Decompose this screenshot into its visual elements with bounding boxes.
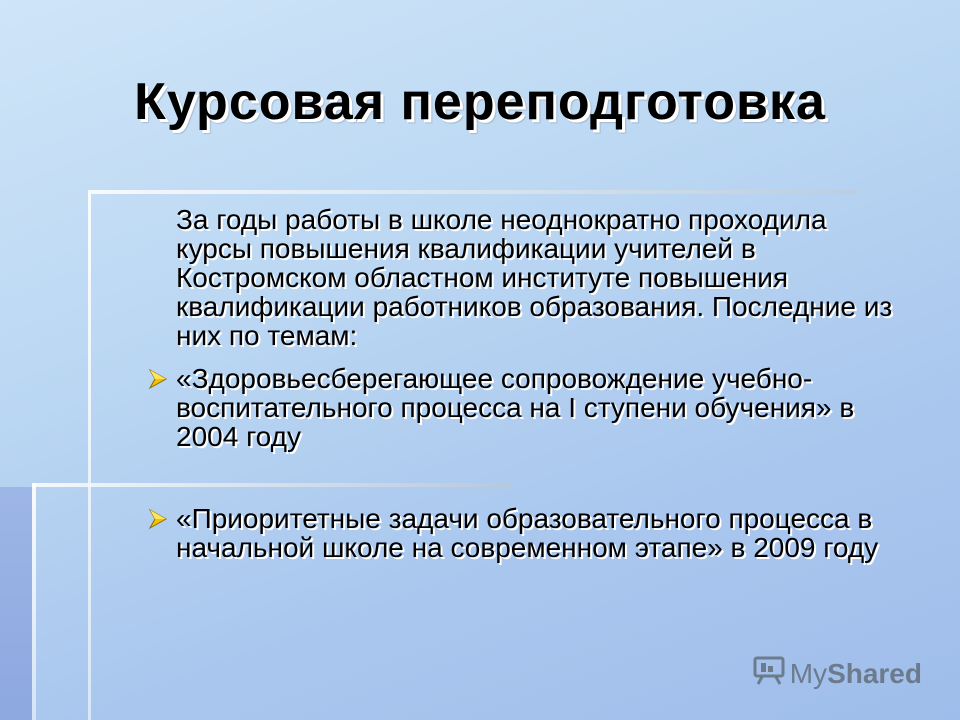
arrow-bullet-icon: [148, 368, 168, 390]
watermark-text-my: My: [789, 657, 828, 689]
slide-body: [148, 205, 908, 562]
decorative-left-vertical-line: [32, 483, 36, 720]
decorative-left-panel: [0, 487, 32, 720]
bullet-item: [148, 364, 908, 451]
myshared-watermark: [752, 655, 922, 692]
decorative-top-line: [88, 190, 856, 194]
presentation-board-icon: [752, 655, 786, 692]
intro-paragraph: За годы работы в школе неоднократно проходила курсы повышения квалификации учителей в Костромском областном институте повышения квалификации работников образования. Последние из них по темам:: [176, 204, 893, 351]
bullet-text: «Здоровьесберегающее сопровождение учебно-воспитательного процесса на I ступени обучения» в 2004 году: [176, 363, 855, 452]
bullet-item: [148, 504, 908, 562]
decorative-vertical-line: [88, 193, 91, 720]
watermark-text-shared: Shared: [827, 657, 922, 689]
arrow-bullet-icon: [148, 508, 168, 530]
slide-title: Курсовая переподготовка: [134, 73, 826, 131]
bullet-text: «Приоритетные задачи образовательного процесса в начальной школе на современном этапе» в 2009 году: [176, 503, 879, 563]
